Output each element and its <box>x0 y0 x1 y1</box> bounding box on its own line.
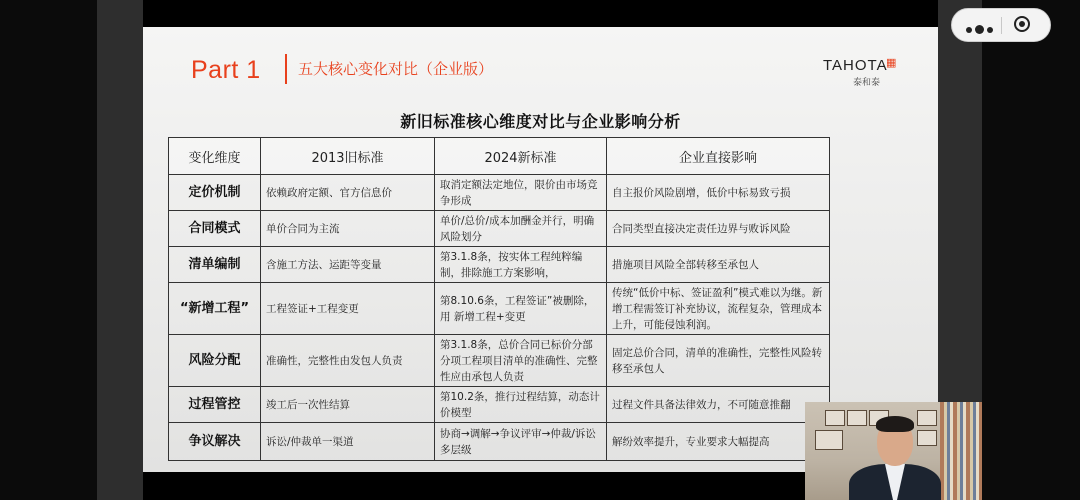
header-cell: 变化维度 <box>169 138 261 175</box>
old-standard-cell: 依赖政府定额、官方信息价 <box>261 175 435 211</box>
logo-subtext: 泰和泰 <box>853 78 881 88</box>
dimension-cell: 风险分配 <box>169 335 261 387</box>
impact-cell: 措施项目风险全部转移至承包人 <box>607 247 830 283</box>
new-standard-cell: 单价/总价/成本加酬金并行，明确风险划分 <box>435 211 607 247</box>
dimension-cell: “新增工程” <box>169 283 261 335</box>
old-standard-cell: 工程签证+工程变更 <box>261 283 435 335</box>
table-title: 新旧标准核心维度对比与企业影响分析 <box>400 112 681 131</box>
table-row <box>169 247 830 283</box>
new-standard-cell: 第8.10.6条，工程签证”被删除，用 新增工程+变更 <box>435 283 607 335</box>
target-close-icon[interactable] <box>1014 16 1030 32</box>
left-letterbox <box>0 0 97 500</box>
more-dots-icon[interactable] <box>966 18 996 37</box>
new-standard-cell: 第10.2条，推行过程结算，动态计价模型 <box>435 387 607 423</box>
wall-frame <box>917 410 937 426</box>
impact-cell: 合同类型直接决定责任边界与败诉风险 <box>607 211 830 247</box>
old-standard-cell: 诉讼/仲裁单一渠道 <box>261 423 435 461</box>
mini-program-capsule <box>951 8 1051 42</box>
new-standard-cell: 协商→调解→争议评审→仲裁/诉讼多层级 <box>435 423 607 461</box>
dimension-cell: 过程管控 <box>169 387 261 423</box>
slide-subtitle: 五大核心变化对比（企业版） <box>298 60 494 78</box>
logo-seal-icon: ▦ <box>886 56 897 69</box>
presenter-webcam[interactable] <box>805 402 982 500</box>
left-dark-panel <box>97 0 143 500</box>
table-row <box>169 175 830 211</box>
comparison-table <box>168 137 830 461</box>
old-standard-cell: 含施工方法、运距等变量 <box>261 247 435 283</box>
old-standard-cell: 单价合同为主流 <box>261 211 435 247</box>
dimension-cell: 定价机制 <box>169 175 261 211</box>
dimension-cell: 争议解决 <box>169 423 261 461</box>
bookshelf <box>940 402 982 500</box>
impact-cell: 固定总价合同，清单的准确性，完整性风险转移至承包人 <box>607 335 830 387</box>
old-standard-cell: 竣工后一次性结算 <box>261 387 435 423</box>
impact-cell: 传统“低价中标、签证盈利”模式难以为继。新增工程需签订补充协议，流程复杂，管理成本上升，可能侵蚀利润。 <box>607 283 830 335</box>
presenter-hair <box>876 416 914 432</box>
impact-cell: 自主报价风险剧增，低价中标易致亏损 <box>607 175 830 211</box>
part-label: Part 1 <box>191 56 261 84</box>
new-standard-cell: 第3.1.8条，总价合同已标价分部分项工程项目清单的准确性、完整性应由承包人负责 <box>435 335 607 387</box>
right-letterbox <box>982 0 1080 500</box>
wall-frame <box>847 410 867 426</box>
wall-frame <box>825 410 845 426</box>
new-standard-cell: 第3.1.8条，按实体工程纯粹编制，排除施工方案影响， <box>435 247 607 283</box>
capsule-divider <box>1001 17 1002 34</box>
logo-wordmark: TAHOTA <box>823 57 888 74</box>
table-row <box>169 283 830 335</box>
old-standard-cell: 准确性，完整性由发包人负责 <box>261 335 435 387</box>
wall-frame <box>917 430 937 446</box>
impact-cell: 解纷效率提升，专业要求大幅提高 <box>607 423 830 461</box>
table-row <box>169 387 830 423</box>
impact-cell: 过程文件具备法律效力，不可随意推翻 <box>607 387 830 423</box>
title-divider <box>285 54 287 84</box>
new-standard-cell: 取消定额法定地位，限价由市场竞争形成 <box>435 175 607 211</box>
table-row <box>169 335 830 387</box>
table-header-row <box>169 138 830 175</box>
wall-frame <box>815 430 843 450</box>
header-cell: 2013旧标准 <box>261 138 435 175</box>
dimension-cell: 清单编制 <box>169 247 261 283</box>
tahota-logo <box>823 54 913 94</box>
header-cell: 企业直接影响 <box>607 138 830 175</box>
table-row <box>169 211 830 247</box>
dimension-cell: 合同模式 <box>169 211 261 247</box>
table-row <box>169 423 830 461</box>
header-cell: 2024新标准 <box>435 138 607 175</box>
